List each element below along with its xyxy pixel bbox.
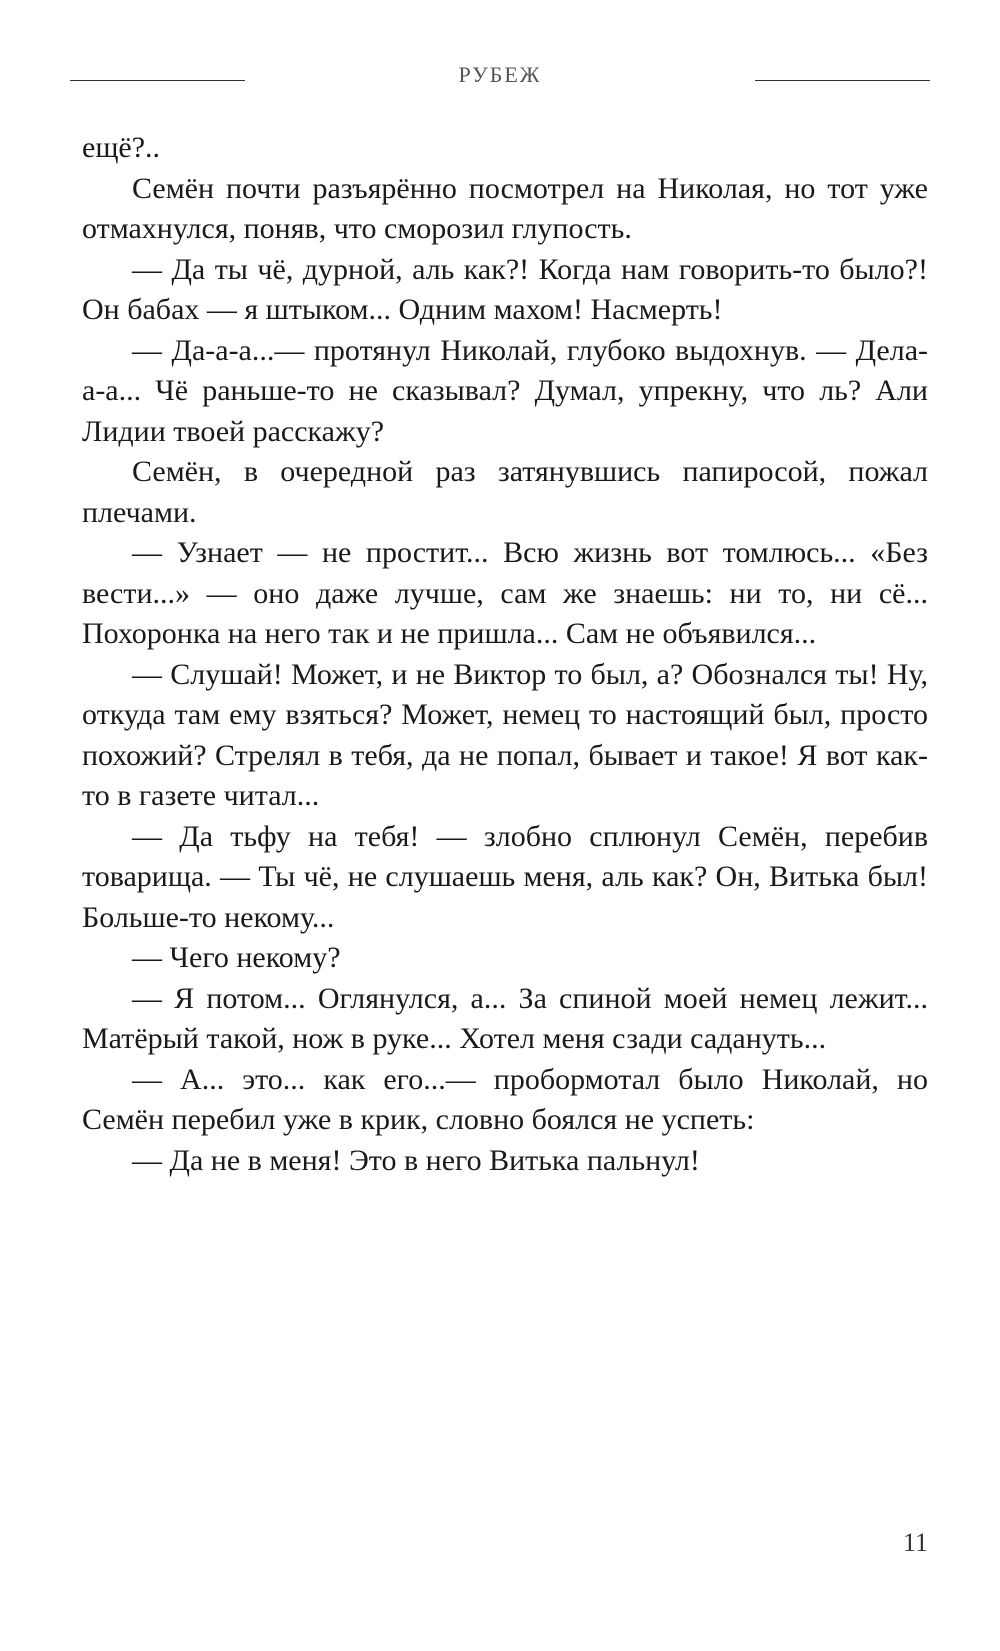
running-head xyxy=(70,56,930,96)
page-body xyxy=(82,128,928,1181)
paragraph: ещё?.. xyxy=(82,131,161,164)
paragraph: Семён почти разъярённо посмотрел на Николая, но тот уже отмахнулся, поняв, что сморозил глупость. xyxy=(82,171,928,245)
paragraph: — Да-а-а...— протянул Николай, глубоко выдохнув. — Дела-а-а... Чё раньше-то не сказывал? Думал, упрекну, что ль? Али Лидии твоей расскажу? xyxy=(82,333,928,448)
paragraph: — Да не в меня! Это в него Витька пальнул! xyxy=(132,1143,700,1177)
paragraph: — Узнает — не простит... Всю жизнь вот томлюсь... «Без вести...» — оно даже лучше, сам же знаешь: ни то, ни сё... Похоронка на него так и не пришла... Сам не объявился... xyxy=(82,536,928,650)
paragraph: — Да тьфу на тебя! — злобно сплюнул Семён, перебив товарища. — Ты чё, не слушаешь меня, аль как? Он, Витька был! Больше-то некому... xyxy=(82,819,928,934)
paragraph: — Да ты чё, дурной, аль как?! Когда нам говорить-то было?! Он бабах — я штыком... Одним махом! Насмерть! xyxy=(82,252,928,326)
paragraph: — Слушай! Может, и не Виктор то был, а? Обознался ты! Ну, откуда там ему взяться? Может, немец то настоящий был, просто похожий? Стрелял в тебя, да не попал, бывает и такое! Я вот как-то в газете читал... xyxy=(82,657,928,812)
paragraph: — Чего некому? xyxy=(132,941,341,974)
paragraph: — Я потом... Оглянулся, а... За спиной моей немец лежит... Матёрый такой, нож в руке... Хотел меня сзади садануть... xyxy=(82,981,928,1055)
paragraph: — А... это... как его...— пробормотал было Николай, но Семён перебил уже в крик, словно боялся не успеть: xyxy=(82,1062,928,1136)
paragraph: Семён, в очередной раз затянувшись папиросой, пожал плечами. xyxy=(82,455,928,529)
page-number: 11 xyxy=(902,1528,928,1557)
running-title: РУБЕЖ xyxy=(458,62,542,87)
header-rule-right xyxy=(755,80,930,81)
